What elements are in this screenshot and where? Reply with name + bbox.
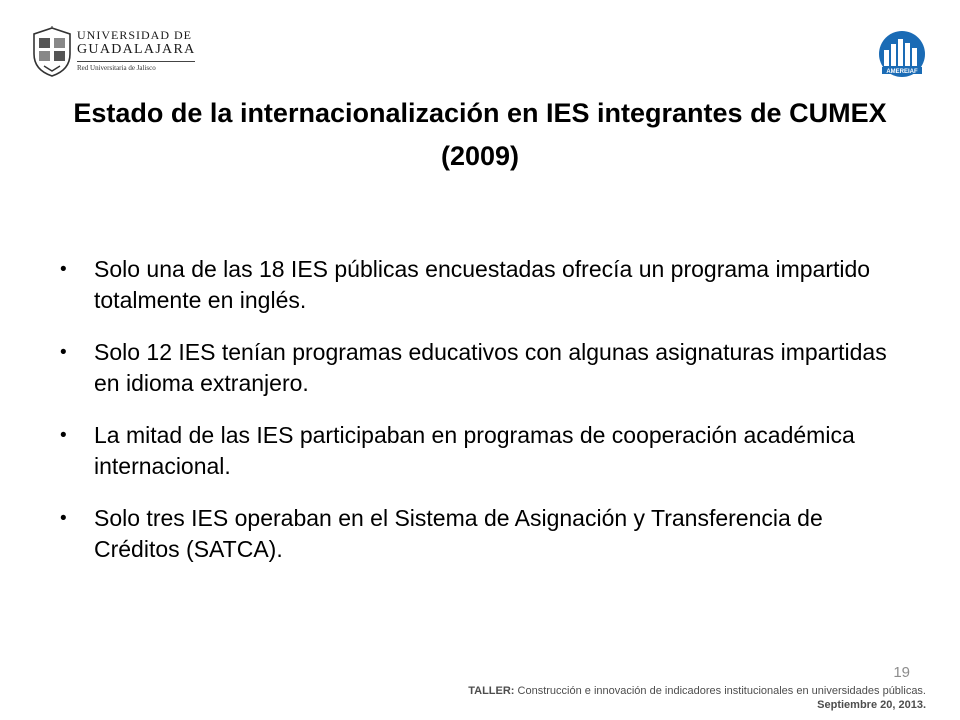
bullet-icon: •	[60, 508, 67, 529]
university-name-line2: GUADALAJARA	[77, 42, 196, 57]
bullet-item	[60, 337, 910, 399]
university-seal-icon	[30, 26, 74, 78]
university-logo	[30, 26, 196, 80]
bullet-icon: •	[60, 425, 67, 446]
bullet-text: La mitad de las IES participaban en programas de cooperación académica internacional.	[94, 422, 855, 479]
university-wordmark	[77, 28, 197, 73]
bullet-text: Solo una de las 18 IES públicas encuestadas ofrecía un programa impartido totalmente en inglés.	[94, 256, 871, 313]
bullet-item	[60, 254, 910, 316]
footer-label: TALLER:	[468, 685, 515, 697]
footer-date: Septiembre 20, 2013.	[817, 699, 926, 711]
bullet-icon: •	[60, 259, 67, 280]
slide-title: Estado de la internacionalización en IES integrantes de CUMEX (2009)	[73, 98, 887, 171]
bullet-text: Solo 12 IES tenían programas educativos con algunas asignaturas impartidas en idioma extranjero.	[94, 339, 887, 396]
amereiaf-logo-icon	[874, 30, 930, 82]
university-network: Red Universitaria de Jalisco	[77, 64, 156, 72]
footer-text: Construcción e innovación de indicadores institucionales en universidades públicas.	[514, 685, 926, 697]
bullet-text: Solo tres IES operaban en el Sistema de Asignación y Transferencia de Créditos (SATCA).	[94, 505, 823, 562]
slide-number: 19	[893, 664, 910, 681]
university-name-line1: UNIVERSIDAD DE	[77, 28, 192, 42]
bullet-item	[60, 503, 910, 565]
bullet-icon: •	[60, 342, 67, 363]
bullet-item	[60, 420, 910, 482]
footer-caption	[360, 684, 926, 712]
wordmark-divider	[77, 61, 195, 62]
svg-text:AMEREIAF: AMEREIAF	[886, 69, 918, 75]
bullet-list	[60, 254, 910, 586]
